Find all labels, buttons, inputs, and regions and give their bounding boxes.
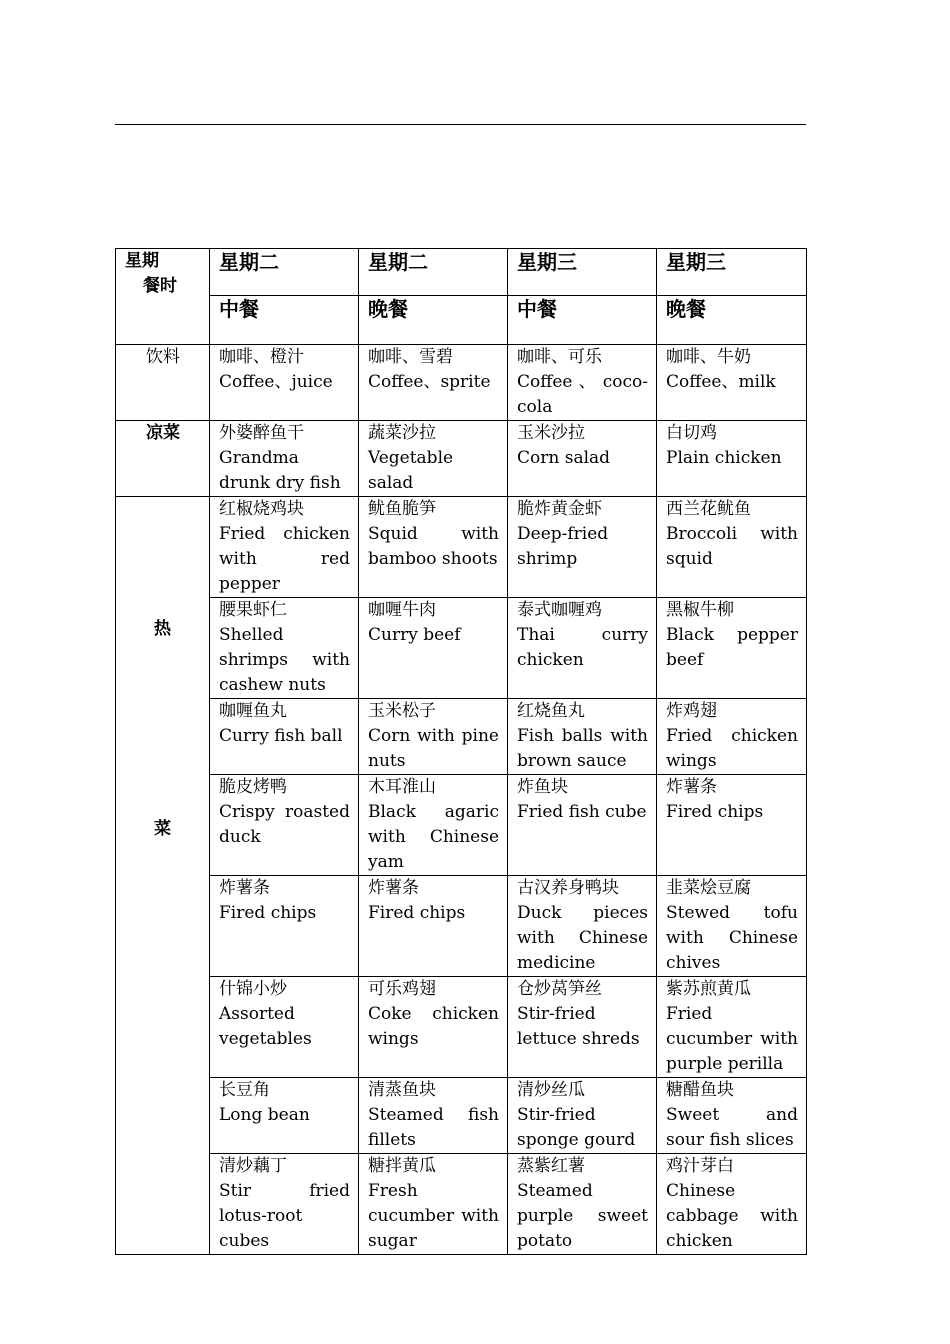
dish-name-cn: 韭菜烩豆腐 (666, 878, 751, 898)
dish-cell (210, 1078, 359, 1154)
weekly-menu-table (115, 248, 807, 1255)
table-row (116, 977, 807, 1078)
dish-name-cn: 清蒸鱼块 (368, 1080, 436, 1100)
meal-header: 中餐 (210, 296, 359, 345)
table-row (116, 1078, 807, 1154)
dish-name-cn: 脆皮烤鸭 (219, 777, 287, 797)
dish-name-en: Stir-fried sponge gourd (517, 1105, 636, 1150)
table-row (116, 497, 807, 598)
dish-name-cn: 炸薯条 (666, 777, 717, 797)
dish-name-cn: 咖喱鱼丸 (219, 701, 287, 721)
dish-name-en: Assorted vegetables (219, 1004, 312, 1049)
dish-cell (657, 598, 807, 699)
corner-label-mealtime: 餐时 (143, 276, 177, 296)
dish-name-cn: 西兰花鱿鱼 (666, 499, 751, 519)
table-row (116, 598, 807, 699)
header-row-days (116, 249, 807, 296)
dish-name-cn: 蒸紫红薯 (517, 1156, 585, 1176)
dish-name-en: Coffee、juice (219, 372, 333, 392)
dish-name-en: Corn salad (517, 448, 611, 468)
dish-name-en: Fried fish cube (517, 802, 647, 822)
dish-name-en: Long bean (219, 1105, 310, 1125)
dish-cell (359, 598, 508, 699)
table-row (116, 699, 807, 775)
dish-name-cn: 炸薯条 (219, 878, 270, 898)
dish-name-en: Grandma drunk dry fish (219, 448, 341, 493)
dish-cell (657, 1154, 807, 1255)
dish-name-cn: 玉米松子 (368, 701, 436, 721)
dish-name-en: Shelled shrimps with cashew nuts (219, 625, 350, 695)
dish-name-cn: 炸鸡翅 (666, 701, 717, 721)
dish-name-en: Plain chicken (666, 448, 782, 468)
category-drinks: 饮料 (116, 345, 210, 421)
dish-cell (508, 421, 657, 497)
dish-name-en: Thai curry chicken (517, 625, 648, 670)
dish-cell (508, 876, 657, 977)
dish-cell (657, 775, 807, 876)
dish-name-cn: 玉米沙拉 (517, 423, 585, 443)
dish-name-cn: 鸡汁芽白 (666, 1156, 734, 1176)
dish-name-cn: 红烧鱼丸 (517, 701, 585, 721)
dish-cell (657, 497, 807, 598)
dish-cell (657, 1078, 807, 1154)
category-cold-dishes: 凉菜 (116, 421, 210, 497)
day-header: 星期三 (508, 249, 657, 296)
table-row (116, 775, 807, 876)
dish-name-cn: 咖啡、橙汁 (219, 347, 304, 367)
dish-cell (359, 1078, 508, 1154)
dish-name-cn: 可乐鸡翅 (368, 979, 436, 999)
dish-name-cn: 红椒烧鸡块 (219, 499, 304, 519)
dish-cell (657, 345, 807, 421)
dish-name-cn: 黑椒牛柳 (666, 600, 734, 620)
dish-cell (359, 876, 508, 977)
dish-name-en: Fish balls with brown sauce (517, 726, 648, 771)
dish-name-cn: 脆炸黄金虾 (517, 499, 602, 519)
dish-cell (657, 977, 807, 1078)
dish-name-cn: 外婆醉鱼干 (219, 423, 304, 443)
dish-name-cn: 泰式咖喱鸡 (517, 600, 602, 620)
dish-name-cn: 糖拌黄瓜 (368, 1156, 436, 1176)
dish-cell (508, 598, 657, 699)
dish-name-cn: 白切鸡 (666, 423, 717, 443)
dish-name-cn: 仓炒莴笋丝 (517, 979, 602, 999)
dish-name-en: Stir fried lotus-root cubes (219, 1181, 350, 1251)
table-row (116, 421, 807, 497)
dish-name-en: Coffee、milk (666, 372, 776, 392)
day-header: 星期二 (359, 249, 508, 296)
dish-name-en: Broccoli with squid (666, 524, 798, 569)
dish-cell (210, 977, 359, 1078)
dish-cell (508, 699, 657, 775)
meal-header: 晚餐 (359, 296, 508, 345)
dish-cell (359, 345, 508, 421)
dish-name-cn: 清炒藕丁 (219, 1156, 287, 1176)
dish-cell (359, 775, 508, 876)
dish-cell (210, 876, 359, 977)
dish-name-en: Fried cucumber with purple perilla (666, 1004, 798, 1074)
dish-name-en: Corn with pine nuts (368, 726, 499, 771)
dish-name-en: Black agaric with Chinese yam (368, 802, 499, 872)
dish-cell (210, 421, 359, 497)
dish-cell (210, 598, 359, 699)
dish-name-en: Curry fish ball (219, 726, 343, 746)
dish-name-en: Stewed tofu with Chinese chives (666, 903, 798, 973)
day-header: 星期二 (210, 249, 359, 296)
dish-name-en: Chinese cabbage with chicken (666, 1181, 798, 1251)
dish-name-en: Fired chips (219, 903, 317, 923)
dish-cell (210, 775, 359, 876)
day-header: 星期三 (657, 249, 807, 296)
dish-cell (359, 421, 508, 497)
dish-name-en: Stir-fried lettuce shreds (517, 1004, 640, 1049)
dish-name-cn: 咖啡、可乐 (517, 347, 602, 367)
dish-name-cn: 清炒丝瓜 (517, 1080, 585, 1100)
dish-name-en: Coffee、sprite (368, 372, 491, 392)
dish-cell (210, 497, 359, 598)
dish-cell (508, 1154, 657, 1255)
dish-name-en: Fried chicken wings (666, 726, 798, 771)
dish-cell (657, 421, 807, 497)
dish-cell (210, 699, 359, 775)
table-row (116, 876, 807, 977)
dish-cell (508, 1078, 657, 1154)
dish-name-cn: 古汉养身鸭块 (517, 878, 619, 898)
dish-name-cn: 糖醋鱼块 (666, 1080, 734, 1100)
dish-cell (508, 497, 657, 598)
dish-cell (657, 699, 807, 775)
dish-cell (359, 1154, 508, 1255)
dish-name-en: Fried chicken with red pepper (219, 524, 350, 594)
dish-cell (210, 1154, 359, 1255)
dish-name-cn: 咖啡、雪碧 (368, 347, 453, 367)
dish-cell (359, 699, 508, 775)
category-hot-dishes (116, 497, 210, 1255)
dish-name-en: Steamed fish fillets (368, 1105, 499, 1150)
dish-name-en: Vegetable salad (368, 448, 454, 493)
dish-cell (657, 876, 807, 977)
dish-name-en: Curry beef (368, 625, 461, 645)
page-header-rule (115, 124, 806, 125)
dish-cell (508, 775, 657, 876)
dish-cell (508, 345, 657, 421)
dish-name-cn: 紫苏煎黄瓜 (666, 979, 751, 999)
dish-name-cn: 什锦小炒 (219, 979, 287, 999)
dish-cell (508, 977, 657, 1078)
dish-cell (359, 977, 508, 1078)
dish-name-en: Crispy roasted duck (219, 802, 350, 847)
dish-cell (210, 345, 359, 421)
table-row (116, 1154, 807, 1255)
dish-name-en: Steamed purple sweet potato (517, 1181, 648, 1251)
category-hot-char1: 热 (154, 619, 171, 639)
corner-label-week: 星期 (125, 251, 159, 271)
dish-name-cn: 咖喱牛肉 (368, 600, 436, 620)
category-hot-char2: 菜 (154, 819, 171, 839)
dish-cell (359, 497, 508, 598)
dish-name-cn: 鱿鱼脆笋 (368, 499, 436, 519)
table-row (116, 345, 807, 421)
dish-name-en: Fired chips (368, 903, 466, 923)
dish-name-en: Fired chips (666, 802, 764, 822)
dish-name-cn: 长豆角 (219, 1080, 270, 1100)
dish-name-cn: 木耳淮山 (368, 777, 436, 797)
corner-header-cell (116, 249, 210, 345)
meal-header: 中餐 (508, 296, 657, 345)
dish-name-en: Black pepper beef (666, 625, 798, 670)
dish-name-cn: 炸鱼块 (517, 777, 568, 797)
dish-name-en: Squid with bamboo shoots (368, 524, 499, 569)
dish-name-en: Coke chicken wings (368, 1004, 499, 1049)
dish-name-en: Deep-fried shrimp (517, 524, 609, 569)
dish-name-en: Coffee 、 coco-cola (517, 372, 648, 417)
dish-name-cn: 炸薯条 (368, 878, 419, 898)
dish-name-cn: 腰果虾仁 (219, 600, 287, 620)
dish-name-cn: 咖啡、牛奶 (666, 347, 751, 367)
meal-header: 晚餐 (657, 296, 807, 345)
dish-name-cn: 蔬菜沙拉 (368, 423, 436, 443)
dish-name-en: Sweet and sour fish slices (666, 1105, 798, 1150)
dish-name-en: Duck pieces with Chinese medicine (517, 903, 648, 973)
header-row-meals (116, 296, 807, 345)
dish-name-en: Fresh cucumber with sugar (368, 1181, 499, 1251)
